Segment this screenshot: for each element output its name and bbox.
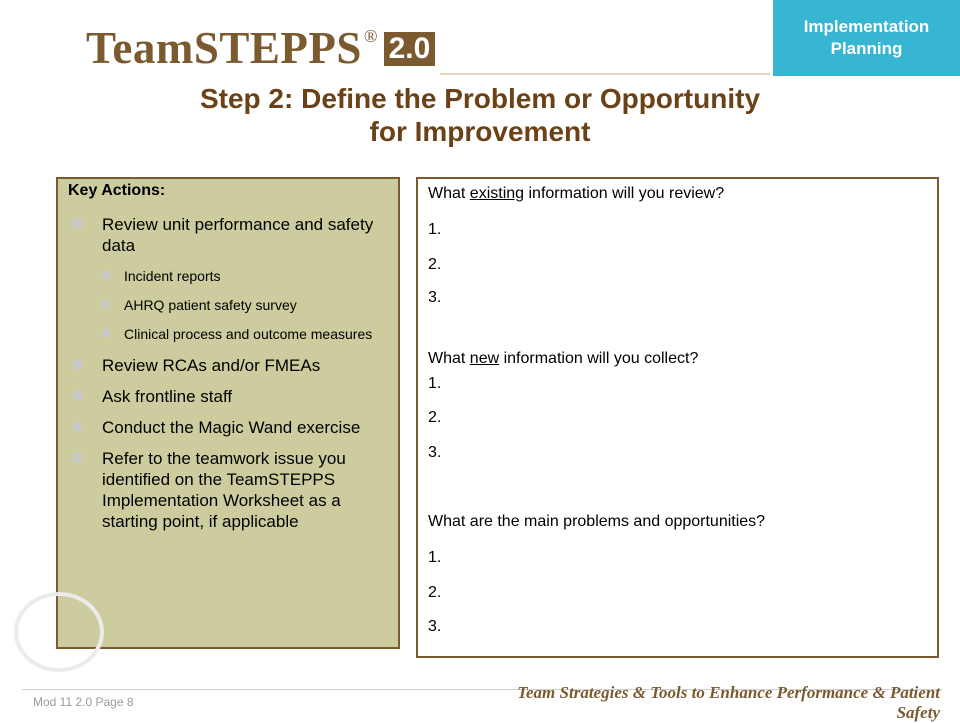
header-divider — [440, 73, 770, 75]
slide-title-line1: Step 2: Define the Problem or Opportunity — [199, 83, 761, 114]
question-existing — [428, 184, 724, 204]
square-bullet-icon — [102, 271, 110, 279]
sub-list-item — [102, 326, 390, 342]
list-item-label: Review unit performance and safety data — [102, 215, 374, 255]
list-item-label: Conduct the Magic Wand exercise — [102, 418, 361, 437]
square-bullet-icon — [73, 360, 82, 369]
answer-number: 3. — [428, 289, 442, 306]
square-bullet-icon — [73, 422, 82, 431]
logo-version-badge: 2.0 — [384, 32, 436, 66]
answer-number: 2. — [428, 584, 442, 601]
sub-list-item-label: AHRQ patient safety survey — [124, 297, 297, 313]
answer-number: 1. — [428, 221, 442, 238]
key-actions-panel — [56, 177, 400, 649]
list-item — [68, 448, 390, 532]
key-actions-heading: Key Actions: — [68, 182, 166, 199]
section-badge-line2: Planning — [830, 39, 903, 58]
questions-panel — [416, 177, 939, 658]
page-number: Mod 11 2.0 Page 8 — [33, 695, 134, 709]
question-new — [428, 349, 698, 369]
watermark-emblem — [14, 592, 104, 672]
slide-title — [60, 82, 900, 148]
question-text: information will you collect? — [499, 350, 699, 367]
teamstepps-logo — [86, 22, 435, 74]
answer-number: 3. — [428, 618, 442, 635]
answer-number: 3. — [428, 444, 442, 461]
answer-number: 1. — [428, 549, 442, 566]
footer-tagline: Team Strategies & Tools to Enhance Performance & Patient Safety — [517, 683, 940, 722]
answer-number: 1. — [428, 375, 442, 392]
sub-list — [102, 268, 390, 342]
square-bullet-icon — [102, 329, 110, 337]
square-bullet-icon — [73, 219, 82, 228]
section-badge — [773, 0, 960, 76]
answer-number: 2. — [428, 409, 442, 426]
question-text: information will you review? — [524, 185, 725, 202]
sub-list-item-label: Incident reports — [124, 268, 221, 284]
logo-text: TeamSTEPPS — [86, 23, 362, 73]
slide-title-line2: for Improvement — [369, 116, 591, 147]
sub-list-item — [102, 268, 390, 284]
question-text: What — [428, 185, 470, 202]
answer-number: 2. — [428, 256, 442, 273]
sub-list-item-label: Clinical process and outcome measures — [124, 326, 373, 342]
list-item-label: Review RCAs and/or FMEAs — [102, 356, 321, 375]
list-item-label: Ask frontline staff — [102, 387, 233, 406]
list-item-label: Refer to the teamwork issue you identified on the TeamSTEPPS Implementation Worksheet as a starting point, if applicable — [102, 449, 346, 531]
question-emphasis: existing — [469, 185, 525, 202]
square-bullet-icon — [73, 391, 82, 400]
list-item — [68, 355, 390, 376]
question-emphasis: new — [469, 350, 500, 367]
question-text: What — [428, 350, 470, 367]
question-main-problems: What are the main problems and opportunities? — [428, 513, 766, 530]
square-bullet-icon — [73, 453, 82, 462]
square-bullet-icon — [102, 300, 110, 308]
section-badge-line1: Implementation — [803, 17, 930, 36]
logo-registered-mark: ® — [363, 26, 378, 46]
list-item — [68, 214, 390, 342]
key-actions-list — [68, 214, 390, 532]
sub-list-item — [102, 297, 390, 313]
list-item — [68, 386, 390, 407]
list-item — [68, 417, 390, 438]
